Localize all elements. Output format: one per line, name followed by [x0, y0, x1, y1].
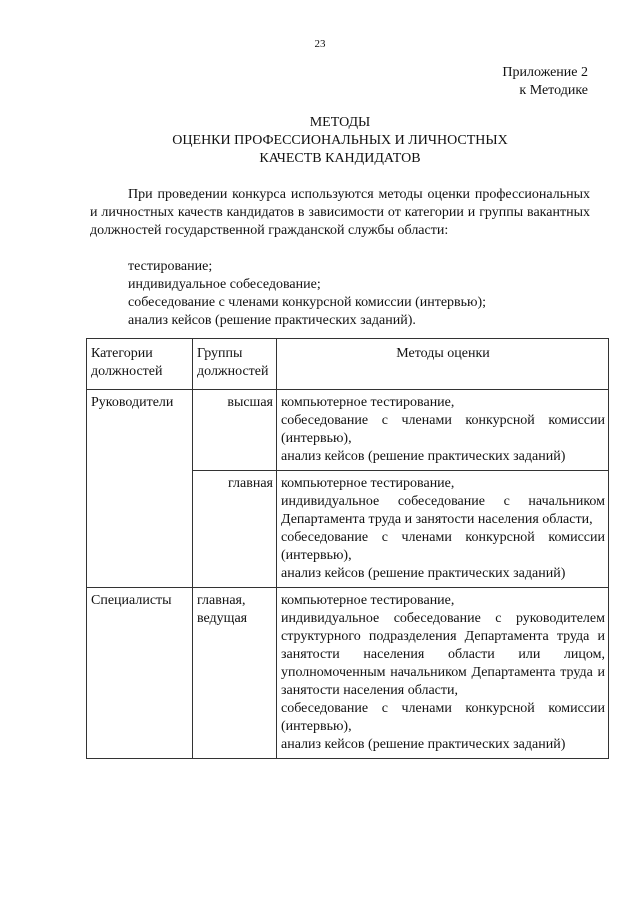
method-line: анализ кейсов (решение практических заданий) [281, 566, 566, 581]
table-row [87, 390, 609, 471]
cell-category: Руководители [87, 390, 193, 471]
method-line: анализ кейсов (решение практических заданий) [281, 737, 566, 752]
list-item: собеседование с членами конкурсной комиссии (интервью); [128, 295, 487, 310]
cell-category: Специалисты [87, 588, 193, 759]
list-item: индивидуальное собеседование; [128, 277, 321, 292]
table-header-row [87, 339, 609, 390]
page-number: 23 [314, 38, 326, 50]
document-title [0, 114, 640, 168]
method-line: анализ кейсов (решение практических заданий) [281, 449, 566, 464]
title-line-1: МЕТОДЫ [309, 115, 371, 130]
list-item: тестирование; [128, 259, 213, 274]
table-row [87, 471, 609, 588]
header-methods: Методы оценки [277, 339, 609, 390]
title-line-3: КАЧЕСТВ КАНДИДАТОВ [259, 151, 421, 166]
method-line: индивидуальное собеседование с начальником Департамента труда и занятости населения области, [281, 494, 605, 527]
header-group: Группы должностей [193, 339, 277, 390]
cell-methods [277, 390, 609, 471]
list-item: анализ кейсов (решение практических заданий). [128, 313, 416, 328]
intro-paragraph: При проведении конкурса используются методы оценки профессиональных и личностных качеств кандидатов в зависимости от категории и группы вакантных должностей государственной гражданской службы области: [90, 187, 590, 238]
table-row [87, 588, 609, 759]
method-line: собеседование с членами конкурсной комиссии (интервью), [281, 413, 605, 446]
appendix-reference [502, 64, 588, 100]
method-line: индивидуальное собеседование с руководителем структурного подразделения Департамента труда и занятости населения области или лицом, уполномоченным начальником Департамента труда и занятости населения области, [281, 611, 605, 698]
cell-methods [277, 588, 609, 759]
method-line: собеседование с членами конкурсной комиссии (интервью), [281, 701, 605, 734]
cell-group: главная [193, 471, 277, 588]
cell-group: высшая [193, 390, 277, 471]
method-line: компьютерное тестирование, [281, 593, 455, 608]
cell-group: главная, ведущая [193, 588, 277, 759]
method-line: компьютерное тестирование, [281, 395, 455, 410]
method-line: компьютерное тестирование, [281, 476, 455, 491]
appendix-line-1: Приложение 2 [502, 65, 588, 80]
title-line-2: ОЦЕНКИ ПРОФЕССИОНАЛЬНЫХ И ЛИЧНОСТНЫХ [172, 133, 508, 148]
header-category: Категории должностей [87, 339, 193, 390]
method-line: собеседование с членами конкурсной комиссии (интервью), [281, 530, 605, 563]
cell-methods [277, 471, 609, 588]
methods-table [86, 338, 609, 759]
cell-category [87, 471, 193, 588]
appendix-line-2: к Методике [519, 83, 588, 98]
methods-list [128, 258, 588, 330]
